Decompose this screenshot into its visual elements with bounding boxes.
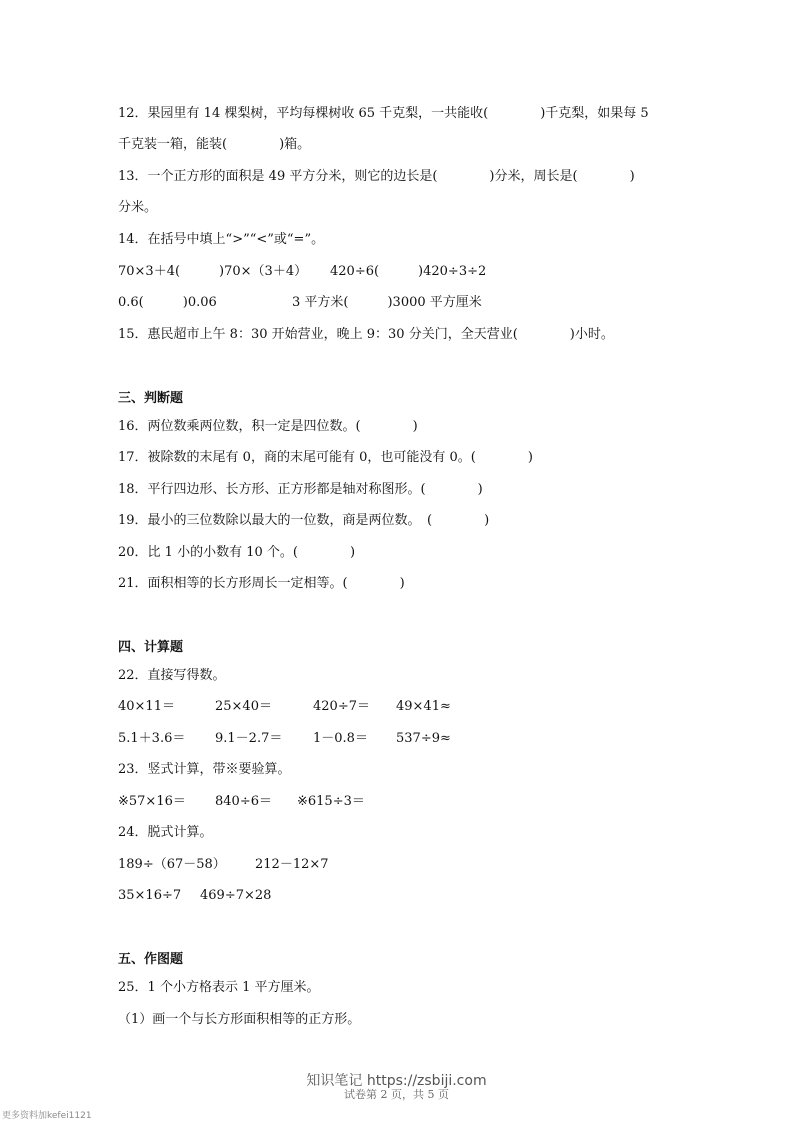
page-number: 试卷第 2 页，共 5 页 [344,1088,449,1101]
q13-line1: 13．一个正方形的面积是 49 平方分米，则它的边长是( )分米，周长是( ) [118,169,635,184]
section5-title: 五、作图题 [118,952,184,967]
q18: 18．平行四边形、长方形、正方形都是轴对称图形。( ) [118,482,483,497]
q23: 23．竖式计算，带※要验算。 [118,762,291,777]
q24-r1-c1: 189÷（67－58） [118,857,226,872]
q25: 25．1 个小方格表示 1 平方厘米。 [118,980,320,995]
q24-r2-c1: 35×16÷7 [118,888,182,903]
q14-title: 14．在括号中填上“>”“<”或“=”。 [118,232,325,247]
q14-r1-c2: 420÷6( )420÷3÷2 [330,264,487,279]
q19: 19．最小的三位数除以最大的一位数，商是两位数。 ( ) [118,513,490,528]
q22-r2-c1: 5.1＋3.6＝ [118,731,186,746]
q25-part1: （1）画一个与长方形面积相等的正方形。 [118,1012,361,1027]
q24: 24．脱式计算。 [118,825,213,840]
section3-title: 三、判断题 [118,391,184,406]
q22-r2-c2: 9.1－2.7＝ [215,731,283,746]
corner-note: 更多资料加kefei1121 [2,1111,92,1121]
q14-r2-c1: 0.6( )0.06 [118,295,217,310]
q13-line2: 分米。 [118,200,158,215]
q23-c2: 840÷6＝ [215,794,272,809]
watermark-url: 知识笔记 https://zsbiji.com [306,1073,487,1089]
q22-r2-c4: 537÷9≈ [396,731,451,746]
q20: 20．比 1 小的小数有 10 个。( ) [118,545,356,560]
q22-r1-c4: 49×41≈ [396,699,451,714]
page-footer [0,1070,793,1102]
q22-r1-c3: 420÷7＝ [313,699,370,714]
q23-c1: ※57×16＝ [118,794,186,809]
q12-line2: 千克装一箱，能装( )箱。 [118,137,311,152]
q16: 16．两位数乘两位数，积一定是四位数。( ) [118,419,418,434]
q22: 22．直接写得数。 [118,668,226,683]
q14-r1-c1: 70×3＋4( )70×（3＋4） [118,264,308,279]
q22-r1-c2: 25×40＝ [215,699,272,714]
q14-r2-c2: 3 平方米( )3000 平方厘米 [292,295,482,310]
q22-r2-c3: 1－0.8＝ [313,731,368,746]
q17: 17．被除数的末尾有 0，商的末尾可能有 0，也可能没有 0。( ) [118,450,533,465]
q22-r1-c1: 40×11＝ [118,699,175,714]
section4-title: 四、计算题 [118,640,184,655]
q24-r2-c2: 469÷7×28 [200,888,272,903]
q12-line1: 12．果园里有 14 棵梨树，平均每棵树收 65 千克梨，一共能收( )千克梨，如果每 5 [118,106,649,121]
q23-c3: ※615÷3＝ [297,794,365,809]
question-15: 15．惠民超市上午 8：30 开始营业，晚上 9：30 分关门，全天营业( )小时。 [118,327,614,342]
q21: 21．面积相等的长方形周长一定相等。( ) [118,576,405,591]
q24-r1-c2: 212－12×7 [255,857,329,872]
